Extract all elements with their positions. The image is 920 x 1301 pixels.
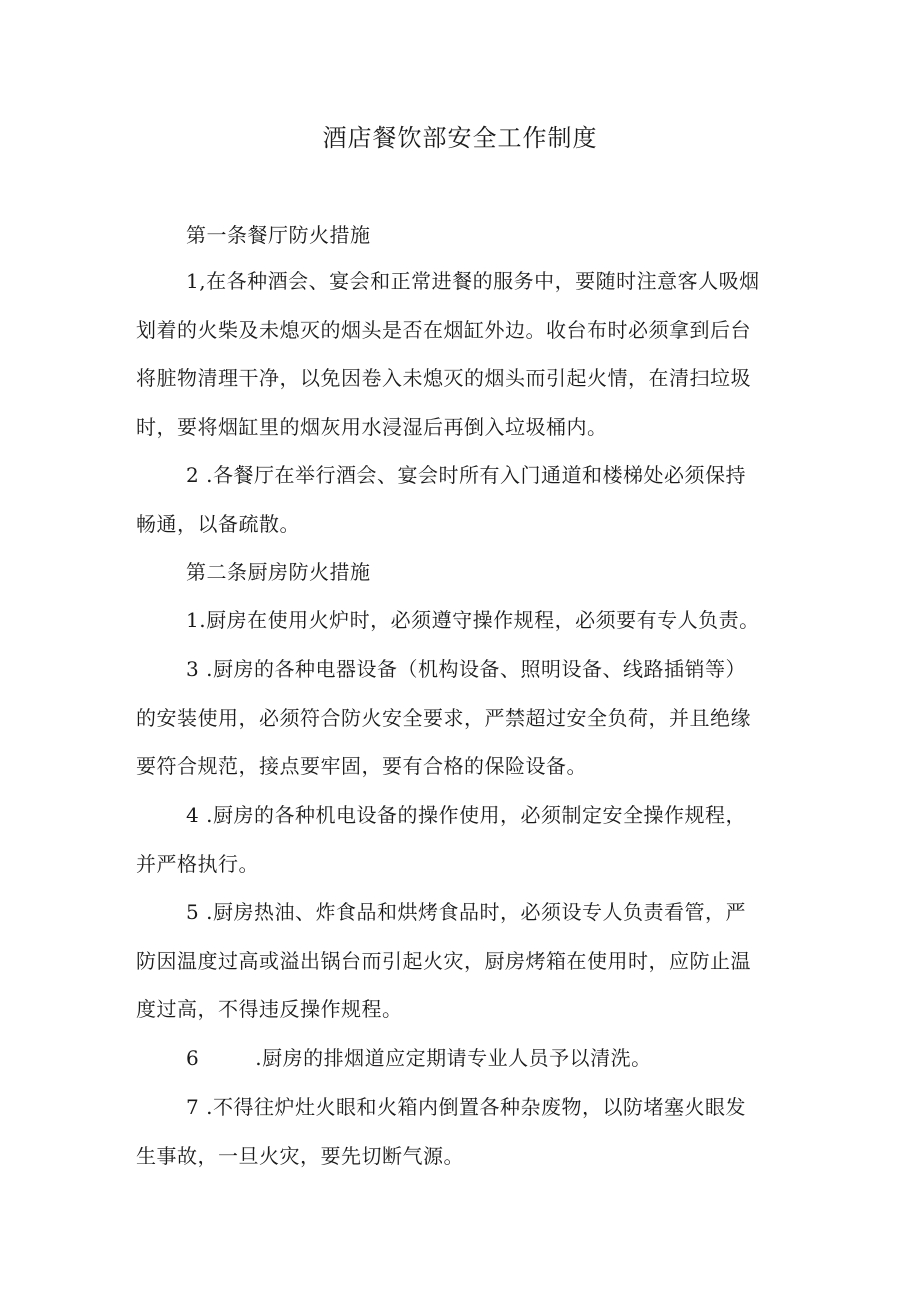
document-title: 酒店餐饮部安全工作制度 [322, 124, 598, 152]
section-2-paragraph-3 [136, 645, 796, 791]
paragraph-line: 畅通，以备疏散。 [136, 511, 300, 536]
paragraph-line: 时，要将烟缸里的烟灰用水浸湿后再倒入垃圾桶内。 [136, 414, 608, 439]
section-heading-text: 第一条餐厅防火措施 [186, 223, 371, 247]
section-2-paragraph-1 [136, 596, 796, 645]
paragraph-line: 1,在各种酒会、宴会和正常进餐的服务中，要随时注意客人吸烟 [186, 269, 760, 293]
paragraph-line: 的安装使用，必须符合防火安全要求，严禁超过安全负荷，并且绝缘 [136, 705, 751, 730]
section-1-heading [136, 211, 796, 260]
section-2-paragraph-5 [136, 888, 796, 1034]
section-2-heading [136, 548, 796, 597]
paragraph-line: 5 .厨房热油、炸食品和烘烤食品时，必须设专人负责看管，严 [186, 900, 746, 924]
paragraph-line: 划着的火柴及未熄灭的烟头是否在烟缸外边。收台布时必须拿到后台 [136, 317, 751, 342]
paragraph-line: 并严格执行。 [136, 851, 259, 876]
paragraph-line: 7 .不得往炉灶火眼和火箱内倒置各种杂废物，以防堵塞火眼发 [186, 1095, 746, 1119]
paragraph-line [136, 1034, 796, 1083]
paragraph-number: 6 [186, 1046, 200, 1070]
paragraph-line: 将脏物清理干净，以免因卷入未熄灭的烟头而引起火情，在清扫垃圾 [136, 366, 751, 390]
section-2-paragraph-6 [136, 1034, 796, 1083]
paragraph-line: 度过高，不得违反操作规程。 [136, 997, 403, 1021]
paragraph-line: 4 .厨房的各种机电设备的操作使用，必须制定安全操作规程， [186, 803, 746, 827]
section-1-paragraph-1 [136, 257, 796, 451]
paragraph-line: 防因温度过高或溢出锅台而引起火灾，厨房烤箱在使用时，应防止温 [136, 948, 751, 973]
paragraph-line: 生事故，一旦火灾，要先切断气源。 [136, 1143, 464, 1168]
section-heading-text: 第二条厨房防火措施 [186, 560, 371, 584]
section-1-paragraph-2 [136, 451, 796, 548]
section-2-paragraph-4 [136, 791, 796, 888]
paragraph-line: 3 .厨房的各种电器设备（机构设备、照明设备、线路插销等） [186, 657, 746, 681]
paragraph-line: 1.厨房在使用火炉时，必须遵守操作规程，必须要有专人负责。 [186, 608, 760, 632]
paragraph-text: .厨房的排烟道应定期请专业人员予以清洗。 [255, 1046, 652, 1070]
paragraph-line: 要符合规范，接点要牢固，要有合格的保险设备。 [136, 754, 587, 778]
section-2-paragraph-7 [136, 1083, 796, 1180]
paragraph-line: 2 .各餐厅在举行酒会、宴会时所有入门通道和楼梯处必须保持 [186, 463, 746, 487]
